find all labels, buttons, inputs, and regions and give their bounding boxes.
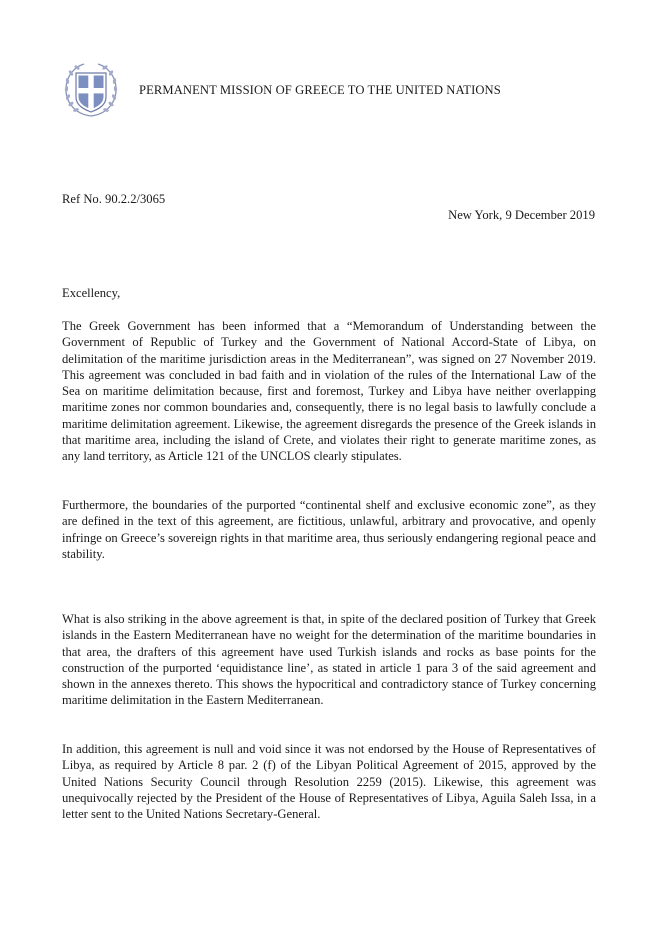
mission-title: PERMANENT MISSION OF GREECE TO THE UNITED NATIONS [139,83,501,97]
body-paragraph-2 [62,497,596,562]
letterhead [62,61,622,121]
body-paragraph-4 [62,741,596,822]
body-paragraph-1 [62,318,596,465]
paragraph-text: The Greek Government has been informed that a “Memorandum of Understanding between the Government of Republic of Turkey and the Government of National Accord-State of Libya, on delimitation of the maritime jurisdiction areas in the Mediterranean”, was signed on 27 November 2019. This agreement was concluded in bad faith and in violation of the rules of the International Law of the Sea on maritime delimitation because, first and foremost, Turkey and Libya have neither overlapping maritime zones nor common boundaries and, consequently, there is no legal basis to lawfully conclude a maritime delimitation agreement. Likewise, the agreement disregards the presence of the Greek islands in that maritime area, including the island of Crete, and violates their right to generate maritime zones, as any land territory, as Article 121 of the UNCLOS clearly stipulates. [62,319,596,464]
reference-number: Ref No. 90.2.2/3065 [62,192,166,206]
greek-coat-of-arms-icon [62,61,120,119]
salutation: Excellency, [62,286,121,300]
paragraph-text: In addition, this agreement is null and void since it was not endorsed by the House of Representatives of Libya, as required by Article 8 par. 2 (f) of the Libyan Political Agreement of 2015, approved by the United Nations Security Council through Resolution 2259 (2015). Likewise, this agreement was unequivocally rejected by the President of the House of Representatives of Libya, Aguila Saleh Issa, in a letter sent to the United Nations Secretary-General. [62,742,596,822]
paragraph-text: Furthermore, the boundaries of the purported “continental shelf and exclusive economic zone”, as they are defined in the text of this agreement, are fictitious, unlawful, arbitrary and provocative, and openly infringe on Greece’s sovereign rights in that maritime area, thus seriously endangering regional peace and stability. [62,498,596,561]
body-paragraph-3 [62,611,596,709]
paragraph-text: What is also striking in the above agreement is that, in spite of the declared position of Turkey that Greek islands in the Eastern Mediterranean have no weight for the determination of the maritime boundaries in that area, the drafters of this agreement have used Turkish islands and rocks as base points for the construction of the purported ‘equidistance line’, as stated in article 1 para 3 of the said agreement and shown in the annexes thereto. This shows the hypocritical and contradictory stance of Turkey concerning maritime delimitation in the Eastern Mediterranean. [62,612,596,708]
place-and-date: New York, 9 December 2019 [448,208,595,222]
